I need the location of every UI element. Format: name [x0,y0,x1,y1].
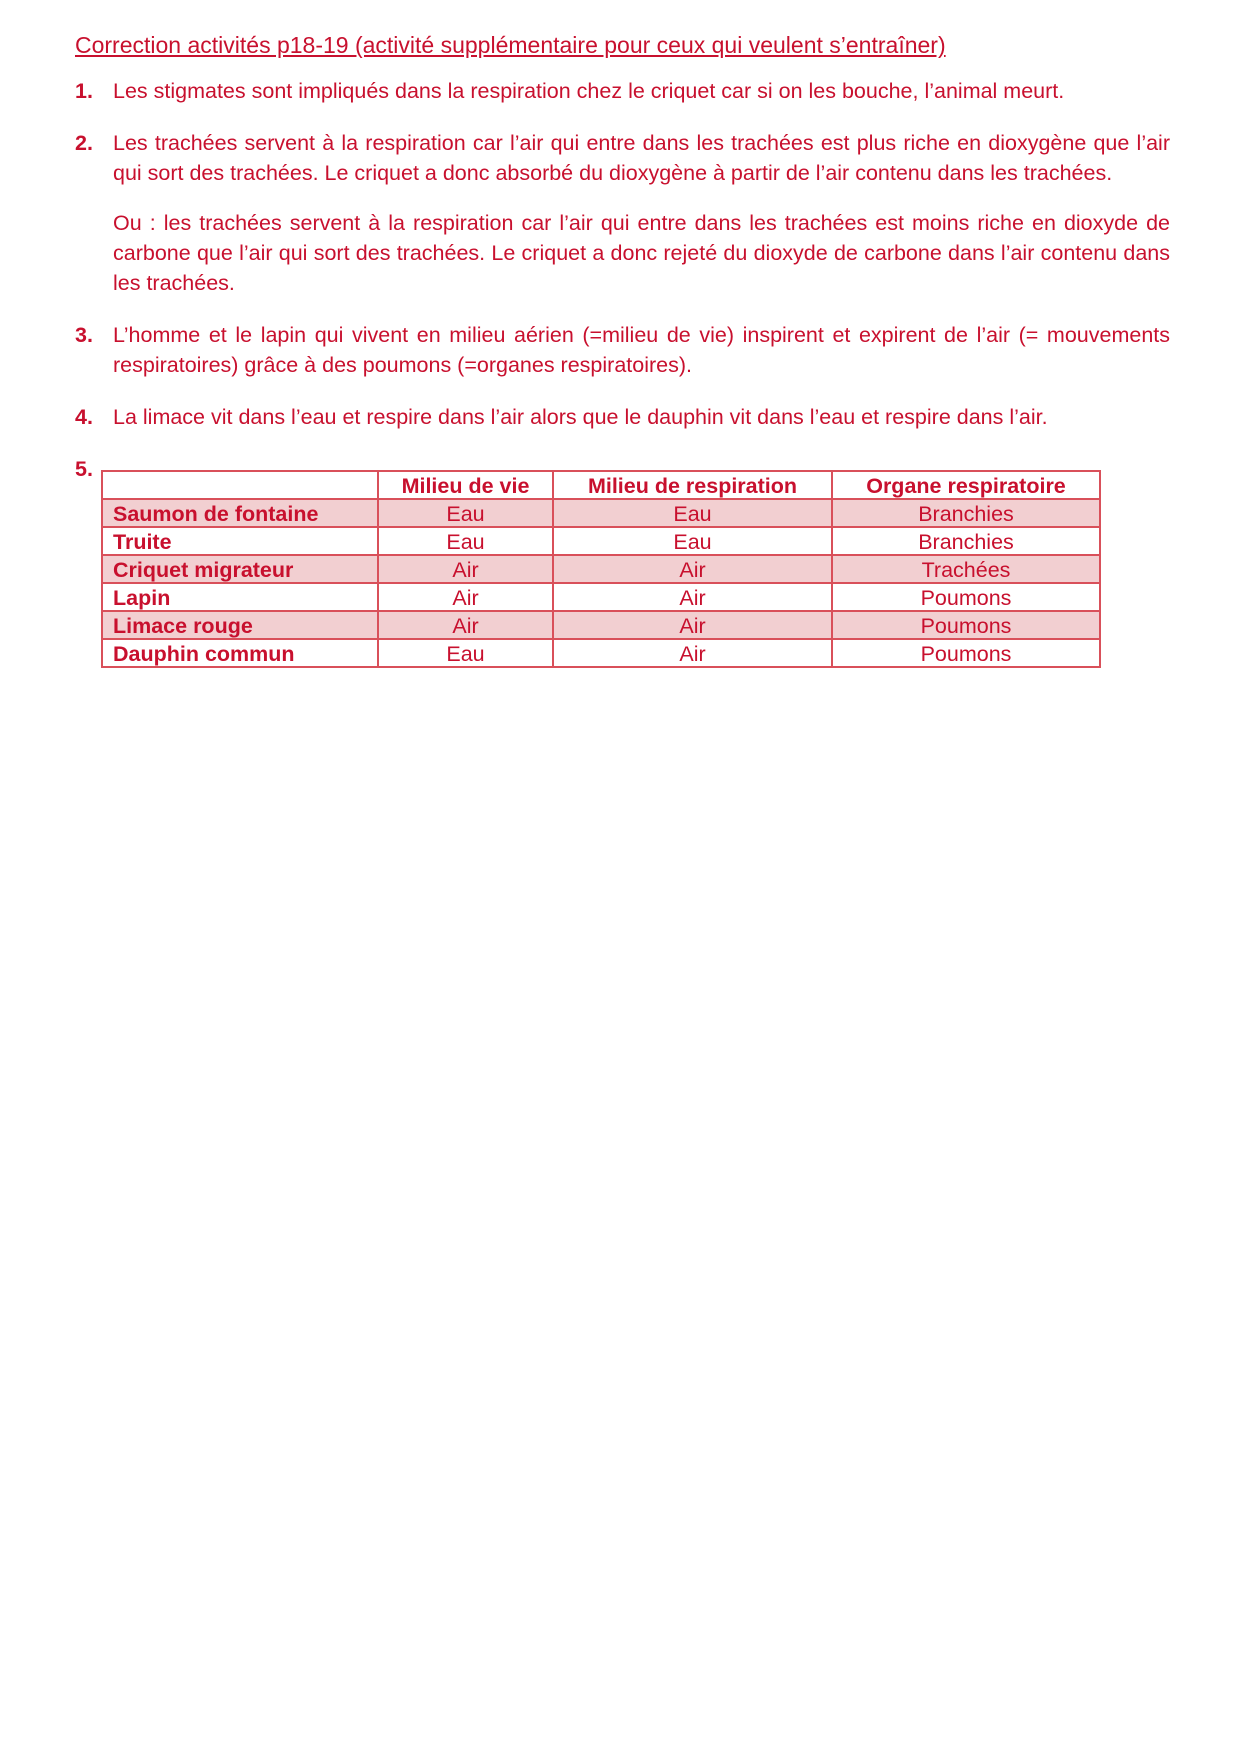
table-cell-organe: Poumons [832,611,1100,639]
answer-1 [75,76,1170,106]
document-title: Correction activités p18-19 (activité supplémentaire pour ceux qui veulent s’entraîner) [75,32,946,58]
table-row [102,583,1100,611]
table-cell-organe: Poumons [832,639,1100,667]
table-cell-species: Limace rouge [102,611,378,639]
table-cell-organe: Branchies [832,527,1100,555]
answer-3 [75,320,1170,380]
table-cell-organe: Branchies [832,499,1100,527]
table-row [102,499,1100,527]
table-header-organe: Organe respiratoire [832,471,1100,499]
answer-number: 2. [75,131,93,155]
table-cell-species: Truite [102,527,378,555]
table-row [102,639,1100,667]
table-cell-species: Dauphin commun [102,639,378,667]
answer-number: 4. [75,405,93,429]
table-cell-milieu-vie: Eau [378,639,553,667]
table-row [102,527,1100,555]
table-cell-milieu-vie: Air [378,583,553,611]
table-cell-milieu-vie: Air [378,611,553,639]
table-row [102,611,1100,639]
table-header-milieu-vie: Milieu de vie [378,471,553,499]
answer-number: 1. [75,79,93,103]
table-header-milieu-respiration: Milieu de respiration [553,471,832,499]
table-header-row [102,471,1100,499]
table-cell-milieu-vie: Eau [378,527,553,555]
answer-paragraph: Les stigmates sont impliqués dans la respiration chez le criquet car si on les bouche, l’animal meurt. [113,79,1065,103]
table-cell-species: Lapin [102,583,378,611]
table-row [102,555,1100,583]
answer-number: 3. [75,323,93,347]
table-cell-milieu-respiration: Air [553,583,832,611]
document-page [75,30,1170,484]
answer-paragraph: Les trachées servent à la respiration car l’air qui entre dans les trachées est plus riche en dioxygène que l’air qui sort des trachées. Le criquet a donc absorbé du dioxygène à partir de l’air contenu dans les trachées. [113,131,1170,185]
answer-paragraph-alt: Ou : les trachées servent à la respiration car l’air qui entre dans les trachées est moins riche en dioxyde de carbone que l’air qui sort des trachées. Le criquet a donc rejeté du dioxyde de carbone dans l’air contenu dans les trachées. [113,211,1170,295]
answer-paragraph: L’homme et le lapin qui vivent en milieu aérien (=milieu de vie) inspirent et expirent de l’air (= mouvements respiratoires) grâce à des poumons (=organes respiratoires). [113,323,1170,377]
respiration-table [101,470,1101,668]
table-cell-milieu-vie: Air [378,555,553,583]
answer-2 [75,128,1170,298]
table-cell-milieu-respiration: Eau [553,499,832,527]
answer-paragraph: La limace vit dans l’eau et respire dans l’air alors que le dauphin vit dans l’eau et respire dans l’air. [113,405,1048,429]
table-header-empty [102,471,378,499]
table-cell-species: Saumon de fontaine [102,499,378,527]
table-cell-milieu-respiration: Eau [553,527,832,555]
table-cell-species: Criquet migrateur [102,555,378,583]
table-cell-milieu-respiration: Air [553,555,832,583]
table-cell-milieu-respiration: Air [553,611,832,639]
table-cell-milieu-vie: Eau [378,499,553,527]
table-cell-milieu-respiration: Air [553,639,832,667]
table-cell-organe: Trachées [832,555,1100,583]
answer-number: 5. [75,457,93,481]
table-cell-organe: Poumons [832,583,1100,611]
answer-4 [75,402,1170,432]
